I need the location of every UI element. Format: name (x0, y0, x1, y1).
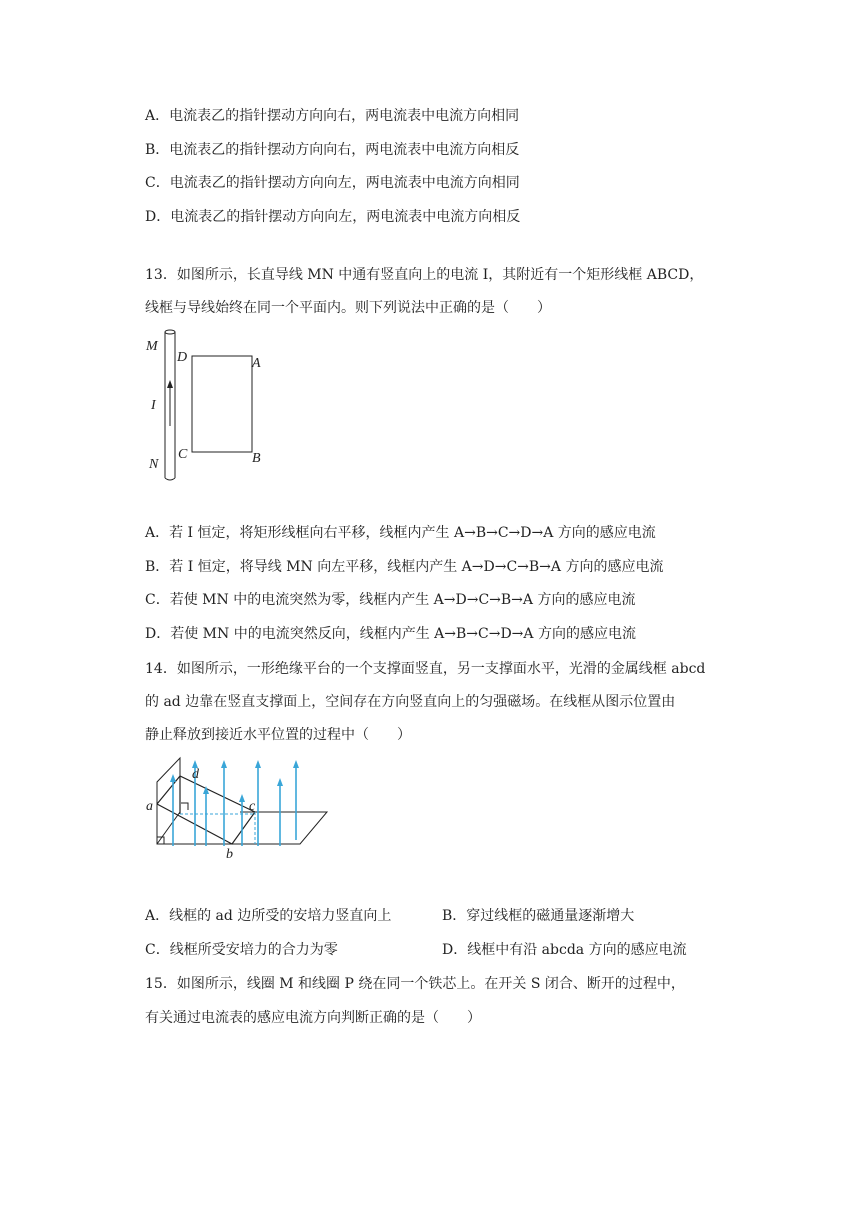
q15-stem-line2: 有关通过电流表的感应电流方向判断正确的是（ ） (145, 1010, 481, 1026)
label-i: I (151, 398, 156, 413)
q13-stem-line2: 线框与导线始终在同一个平面内。则下列说法中正确的是（ ） (145, 300, 551, 316)
label-d-point: d (192, 767, 199, 782)
q15-stem-line1: 15．如图所示，线圈 M 和线圈 P 绕在同一个铁芯上。在开关 S 闭合、断开的过程中， (145, 976, 685, 992)
q13-stem-line1: 13．如图所示，长直导线 MN 中通有竖直向上的电流 I，其附近有一个矩形线框 ABCD， (145, 267, 704, 283)
q14-stem-line3: 静止释放到接近水平位置的过程中（ ） (145, 727, 411, 743)
q13-option-c: C．若使 MN 中的电流突然为零，线框内产生 A→D→C→B→A 方向的感应电流 (145, 592, 636, 608)
label-d: D (177, 350, 188, 365)
q14-option-b: B．穿过线框的磁通量逐渐增大 (442, 908, 635, 924)
q12-option-c: C．电流表乙的指针摆动方向向左，两电流表中电流方向相同 (145, 175, 520, 191)
q13-option-a: A．若 I 恒定，将矩形线框向右平移，线框内产生 A→B→C→D→A 方向的感应电流 (145, 525, 656, 541)
q14-stem-line1: 14．如图所示，一形绝缘平台的一个支撑面竖直，另一支撑面水平，光滑的金属线框 abcd (145, 661, 706, 677)
q14-option-d: D．线框中有沿 abcda 方向的感应电流 (442, 942, 687, 958)
label-b: B (252, 451, 261, 466)
label-n: N (149, 457, 159, 472)
label-c-point: c (249, 799, 256, 814)
q13-figure (140, 326, 280, 486)
q12-option-d: D．电流表乙的指针摆动方向向左，两电流表中电流方向相反 (145, 209, 521, 225)
q14-stem-line2: 的 ad 边靠在竖直支撑面上，空间存在方向竖直向上的匀强磁场。在线框从图示位置由 (145, 694, 676, 710)
current-arrow (167, 380, 173, 426)
rectangular-loop (192, 356, 252, 452)
label-m: M (146, 339, 158, 354)
q14-option-a: A．线框的 ad 边所受的安培力竖直向上 (145, 908, 392, 924)
q14-figure (140, 752, 340, 864)
label-a: A (252, 356, 261, 371)
q12-option-b: B．电流表乙的指针摆动方向向右，两电流表中电流方向相反 (145, 142, 520, 158)
label-c: C (178, 447, 188, 462)
q13-option-d: D．若使 MN 中的电流突然反向，线框内产生 A→B→C→D→A 方向的感应电流 (145, 626, 636, 642)
right-angle-mark (181, 803, 188, 810)
magnetic-field-arrows (170, 760, 299, 846)
label-a-point: a (146, 799, 153, 814)
q14-option-c: C．线框所受安培力的合力为零 (145, 942, 338, 958)
q13-option-b: B．若 I 恒定，将导线 MN 向左平移，线框内产生 A→D→C→B→A 方向的感应电流 (145, 559, 664, 575)
q12-option-a: A．电流表乙的指针摆动方向向右，两电流表中电流方向相同 (145, 108, 520, 124)
label-b-point: b (226, 847, 233, 862)
